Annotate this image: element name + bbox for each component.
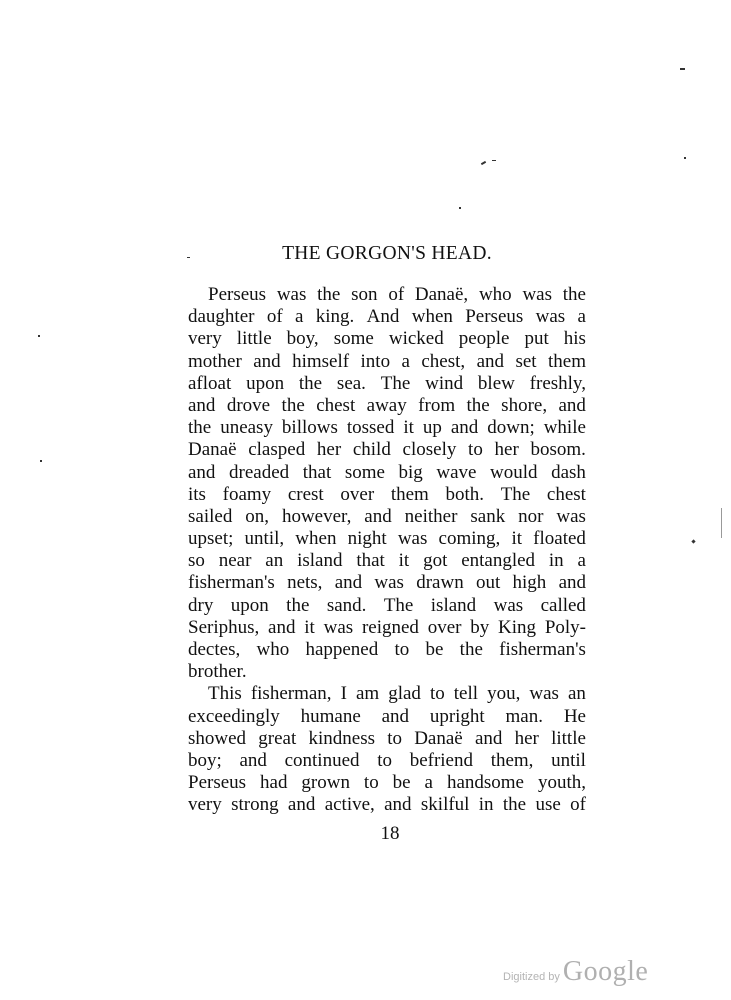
word: sank bbox=[470, 505, 506, 527]
scan-speck bbox=[691, 539, 695, 543]
word: strong bbox=[231, 794, 279, 816]
word: Perseus bbox=[208, 284, 267, 305]
word: very bbox=[188, 328, 222, 350]
word: the bbox=[562, 284, 586, 305]
word: a bbox=[424, 772, 433, 794]
word: floated bbox=[533, 528, 586, 550]
text-line bbox=[188, 528, 586, 550]
word: shore, bbox=[501, 394, 548, 416]
word: her bbox=[514, 727, 539, 749]
word: grown bbox=[301, 772, 350, 794]
word: from bbox=[418, 394, 456, 416]
word: befriend bbox=[409, 749, 473, 771]
word: put bbox=[524, 328, 549, 350]
word: and bbox=[253, 350, 281, 372]
word: himself bbox=[292, 350, 350, 372]
word: upset; bbox=[188, 528, 234, 550]
word: Danaë bbox=[188, 439, 237, 461]
scan-speck bbox=[492, 160, 496, 161]
word: kindness bbox=[308, 727, 375, 749]
word: great bbox=[258, 727, 297, 749]
word: to bbox=[363, 772, 379, 794]
word: upon bbox=[230, 594, 269, 616]
google-logo: Google bbox=[562, 956, 649, 987]
word: was bbox=[493, 594, 524, 616]
word: and bbox=[558, 572, 586, 594]
word: was bbox=[323, 616, 354, 638]
word: who bbox=[256, 639, 290, 660]
word: a bbox=[295, 306, 304, 328]
scan-speck bbox=[721, 508, 722, 538]
word: it bbox=[403, 417, 414, 439]
word: Seriphus, bbox=[188, 616, 260, 638]
word: to bbox=[394, 639, 410, 660]
word: closely bbox=[402, 439, 457, 461]
word: them bbox=[547, 350, 586, 372]
word: its bbox=[188, 483, 206, 505]
word: of bbox=[388, 284, 405, 305]
word: Danaë, bbox=[414, 284, 469, 305]
digitized-by-google-watermark bbox=[503, 956, 648, 988]
word: so bbox=[188, 550, 205, 572]
scan-speck bbox=[684, 157, 686, 159]
word: fisherman's bbox=[499, 639, 586, 660]
word: upon bbox=[246, 372, 285, 394]
word: Perseus bbox=[188, 772, 247, 794]
word: some bbox=[344, 461, 385, 483]
word: both. bbox=[445, 483, 485, 505]
word: I bbox=[340, 683, 347, 705]
word: child bbox=[352, 439, 391, 461]
word: some bbox=[333, 328, 374, 350]
word: that bbox=[302, 461, 332, 483]
word: This bbox=[208, 683, 242, 705]
word: dectes, bbox=[188, 639, 241, 660]
word: over bbox=[427, 616, 462, 638]
word: dry bbox=[188, 594, 214, 616]
word: was bbox=[535, 306, 566, 328]
word: dreaded bbox=[229, 461, 290, 483]
word: away bbox=[366, 394, 407, 416]
word: island bbox=[297, 550, 343, 572]
word: an bbox=[265, 550, 284, 572]
word: brother. bbox=[188, 661, 247, 683]
word: high bbox=[512, 572, 547, 594]
text-line bbox=[188, 639, 586, 661]
word: over bbox=[340, 483, 375, 505]
word: use bbox=[535, 794, 561, 816]
word: active, bbox=[324, 794, 375, 816]
word: very bbox=[188, 794, 222, 816]
word: the bbox=[298, 372, 323, 394]
word: and bbox=[558, 394, 586, 416]
word: while bbox=[543, 417, 586, 439]
word: on, bbox=[245, 505, 270, 527]
text-line bbox=[188, 595, 586, 617]
word: to bbox=[377, 749, 392, 771]
word: set bbox=[515, 350, 537, 372]
word: handsome bbox=[446, 772, 524, 794]
scan-speck bbox=[459, 207, 461, 209]
word: coming, bbox=[438, 528, 501, 550]
word: down; bbox=[487, 417, 535, 439]
word: out bbox=[475, 572, 501, 594]
word: mother bbox=[188, 350, 242, 372]
word: drove bbox=[226, 394, 271, 416]
text-line bbox=[188, 706, 586, 728]
word: showed bbox=[188, 727, 247, 749]
word: upright bbox=[429, 705, 485, 727]
watermark-prefix: Digitized by bbox=[503, 971, 560, 983]
word: and bbox=[239, 749, 267, 771]
word: Danaë bbox=[414, 727, 463, 749]
word: King bbox=[498, 616, 537, 638]
word: it bbox=[398, 550, 410, 572]
word: tossed bbox=[346, 417, 395, 439]
word: And bbox=[366, 306, 400, 328]
word: reigned bbox=[361, 616, 419, 638]
word: called bbox=[540, 594, 586, 616]
word: billows bbox=[281, 417, 338, 439]
text-line bbox=[188, 462, 586, 484]
word: and bbox=[450, 417, 479, 439]
scan-speck bbox=[481, 161, 486, 165]
word: who bbox=[478, 284, 512, 305]
word: and bbox=[287, 794, 316, 816]
word: her bbox=[494, 439, 519, 461]
word: and bbox=[474, 727, 503, 749]
text-line bbox=[188, 750, 586, 772]
text-line bbox=[188, 439, 586, 461]
body-text bbox=[188, 284, 586, 817]
word: the bbox=[281, 394, 305, 416]
word: when bbox=[295, 528, 337, 550]
word: The bbox=[383, 594, 414, 616]
word: the bbox=[188, 417, 212, 439]
word: island bbox=[430, 594, 477, 616]
word: son bbox=[351, 284, 378, 305]
text-line bbox=[188, 794, 586, 816]
word: be bbox=[392, 772, 411, 794]
chapter-title: THE GORGON'S HEAD. bbox=[282, 243, 492, 264]
word: bosom. bbox=[530, 439, 586, 461]
word: the bbox=[459, 639, 483, 660]
word: them bbox=[390, 483, 429, 505]
word: near bbox=[218, 550, 252, 572]
word: would bbox=[490, 461, 538, 483]
word: wave bbox=[436, 461, 477, 483]
word: the bbox=[317, 284, 341, 305]
word: crest bbox=[287, 483, 324, 505]
word: entangled bbox=[461, 550, 536, 572]
word: The bbox=[380, 372, 411, 394]
word: of bbox=[266, 306, 283, 328]
text-line bbox=[188, 373, 586, 395]
paragraph-1 bbox=[188, 284, 586, 683]
word: in bbox=[478, 794, 494, 816]
word: little bbox=[551, 727, 586, 749]
word: exceedingly bbox=[188, 705, 280, 727]
word: by bbox=[470, 616, 490, 638]
word: to bbox=[468, 439, 483, 461]
word: and bbox=[188, 461, 216, 483]
word: until, bbox=[244, 528, 285, 550]
word: of bbox=[570, 794, 586, 816]
word: had bbox=[260, 772, 288, 794]
word: chest bbox=[546, 483, 586, 505]
word: was bbox=[276, 284, 307, 305]
word: the bbox=[286, 594, 310, 616]
text-line bbox=[188, 417, 586, 439]
paragraph-2 bbox=[188, 683, 586, 816]
word: a bbox=[577, 550, 586, 572]
word: wind bbox=[425, 372, 464, 394]
word: and bbox=[364, 505, 392, 527]
word: The bbox=[500, 483, 531, 505]
word: be bbox=[425, 639, 444, 660]
word: clasped bbox=[248, 439, 306, 461]
text-line bbox=[188, 683, 586, 705]
word: that bbox=[356, 550, 385, 572]
word: got bbox=[423, 550, 448, 572]
word: glad bbox=[388, 683, 421, 705]
text-line bbox=[188, 351, 586, 373]
word: however, bbox=[281, 505, 352, 527]
word: the bbox=[502, 794, 527, 816]
word: foamy bbox=[222, 483, 272, 505]
word: neither bbox=[404, 505, 458, 527]
word: her bbox=[316, 439, 342, 461]
word: chest bbox=[316, 394, 356, 416]
text-line bbox=[188, 572, 586, 594]
word: He bbox=[563, 705, 586, 727]
word: humane bbox=[300, 705, 361, 727]
text-line bbox=[188, 772, 586, 794]
word: continued bbox=[284, 749, 360, 771]
word: nets, bbox=[287, 572, 323, 594]
page-number: 18 bbox=[380, 823, 400, 844]
word: sand. bbox=[326, 594, 367, 616]
word: drawn bbox=[416, 572, 464, 594]
word: big bbox=[398, 461, 423, 483]
word: little bbox=[236, 328, 272, 350]
word: was bbox=[374, 572, 404, 594]
word: fisherman, bbox=[250, 683, 332, 705]
word: an bbox=[567, 683, 586, 705]
word: and bbox=[384, 794, 412, 816]
word: boy, bbox=[286, 328, 319, 350]
word: his bbox=[563, 328, 586, 350]
word: people bbox=[458, 328, 510, 350]
word: up bbox=[422, 417, 442, 439]
word: freshly, bbox=[529, 372, 586, 394]
scan-speck bbox=[40, 460, 42, 462]
word: was bbox=[529, 683, 559, 705]
word: a bbox=[577, 306, 586, 328]
word: king. bbox=[315, 306, 355, 328]
word: until bbox=[551, 749, 586, 771]
word: and bbox=[381, 705, 410, 727]
word: and bbox=[476, 350, 505, 372]
word: nor bbox=[518, 505, 544, 527]
word: was bbox=[522, 284, 553, 305]
word: and bbox=[268, 616, 296, 638]
text-line bbox=[188, 395, 586, 417]
word: skilful bbox=[420, 794, 470, 816]
word: dash bbox=[551, 461, 586, 483]
word: was bbox=[556, 505, 586, 527]
word: sailed bbox=[188, 505, 233, 527]
word: blew bbox=[477, 372, 515, 394]
word: fisherman's bbox=[188, 572, 275, 594]
word: it bbox=[511, 528, 523, 550]
word: uneasy bbox=[220, 417, 273, 439]
text-line bbox=[188, 506, 586, 528]
word: a bbox=[401, 350, 410, 372]
scan-speck bbox=[38, 335, 40, 337]
word: when bbox=[411, 306, 453, 328]
word: them, bbox=[490, 749, 534, 771]
text-line bbox=[188, 306, 586, 328]
text-line bbox=[188, 661, 586, 683]
word: boy; bbox=[188, 749, 222, 771]
word: Poly- bbox=[544, 616, 586, 638]
word: and bbox=[188, 394, 216, 416]
word: you, bbox=[487, 683, 521, 705]
word: and bbox=[334, 572, 363, 594]
word: tell bbox=[453, 683, 479, 705]
word: was bbox=[397, 528, 428, 550]
word: chest, bbox=[421, 350, 466, 372]
word: sea. bbox=[336, 372, 366, 394]
word: it bbox=[304, 616, 315, 638]
text-line bbox=[188, 284, 586, 306]
word: the bbox=[466, 394, 490, 416]
word: night bbox=[347, 528, 387, 550]
text-line bbox=[188, 617, 586, 639]
word: happened bbox=[305, 639, 379, 660]
word: man. bbox=[505, 705, 543, 727]
scan-speck bbox=[680, 68, 685, 70]
word: to bbox=[429, 683, 445, 705]
text-line bbox=[188, 328, 586, 350]
word: in bbox=[548, 550, 564, 572]
word: afloat bbox=[188, 372, 232, 394]
text-line bbox=[188, 728, 586, 750]
text-line bbox=[188, 550, 586, 572]
text-line bbox=[188, 484, 586, 506]
word: am bbox=[355, 683, 380, 705]
word: Perseus bbox=[465, 306, 524, 328]
word: to bbox=[387, 727, 402, 749]
word: into bbox=[360, 350, 391, 372]
word: wicked bbox=[388, 328, 444, 350]
word: youth, bbox=[537, 772, 586, 794]
word: daughter bbox=[188, 306, 255, 328]
